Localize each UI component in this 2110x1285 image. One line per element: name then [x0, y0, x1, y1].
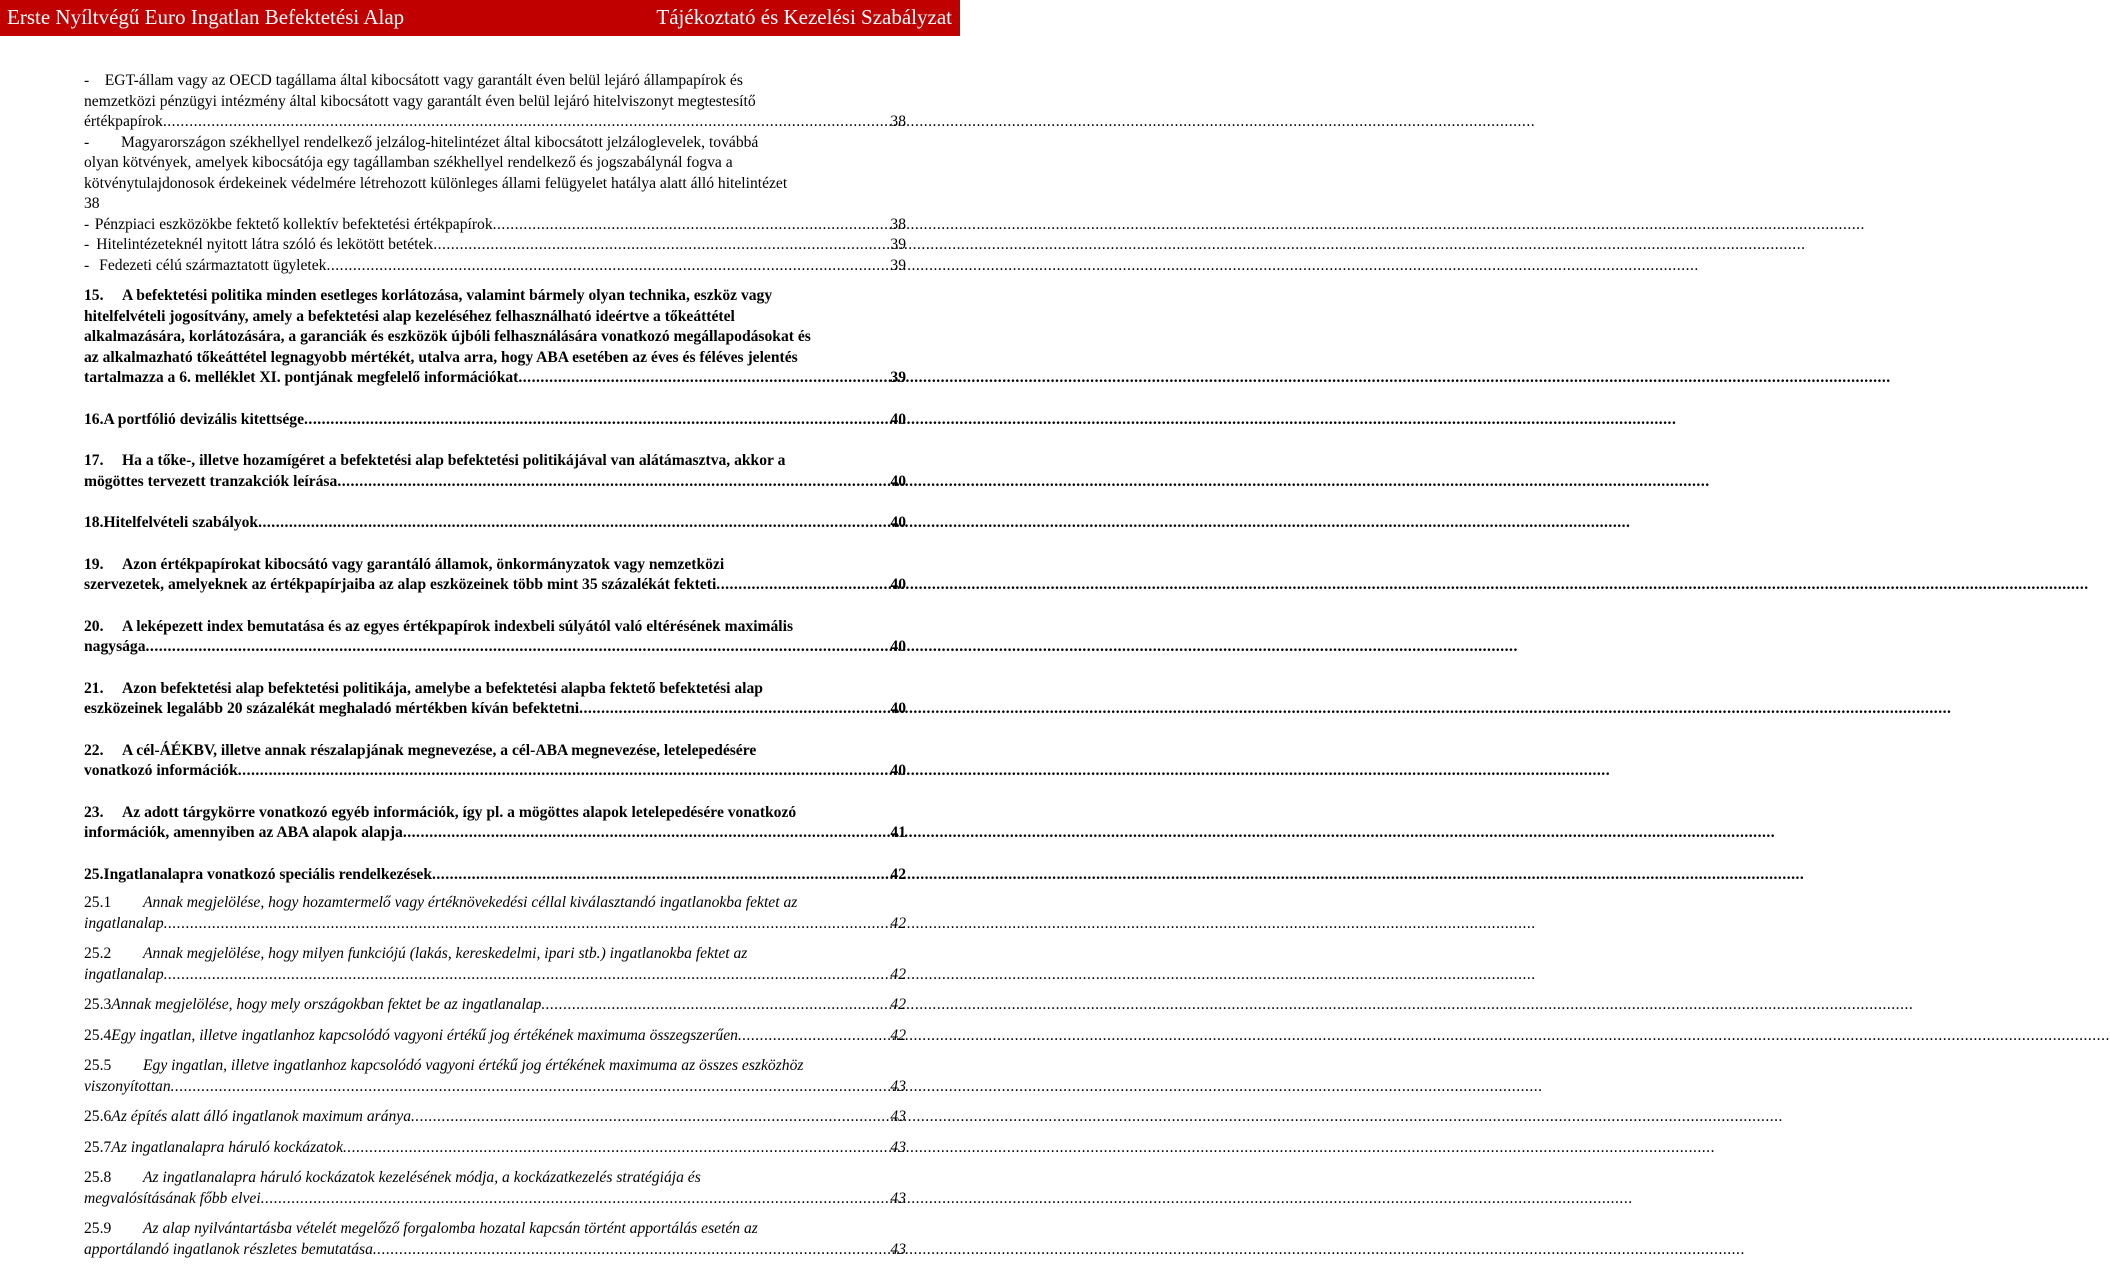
dot-leader: [337, 472, 889, 493]
dash-bullet: -: [84, 256, 90, 274]
toc-subsection-number: 25.5: [84, 1057, 112, 1074]
toc-page-number: 40: [890, 514, 906, 531]
toc-page-number: 40: [890, 410, 906, 428]
toc-section-title: szervezetek, amelyeknek az értékpapírjaiba az alap eszközeinek több mint 35 százalékát fekteti: [84, 576, 717, 593]
toc-line: [84, 1240, 906, 1261]
toc-section-title: Ingatlanalapra vonatkozó speciális rendelkezések: [103, 865, 432, 883]
toc-subsection-title: ingatlanalap: [84, 965, 164, 983]
toc-section-number: 15.: [84, 287, 104, 304]
spacer: [84, 492, 906, 513]
toc-line: [84, 327, 906, 348]
dash-bullet: -: [84, 215, 90, 233]
dot-leader: [326, 256, 889, 277]
toc-section-number: 20.: [84, 617, 104, 635]
toc-subsections: [84, 893, 906, 1260]
spacer: [84, 1046, 906, 1056]
toc-subsection-number: 25.8: [84, 1169, 112, 1186]
toc-section[interactable]: [84, 865, 906, 886]
toc-entry-title: - EGT-állam vagy az OECD tagállama által kibocsátott vagy garantált éven belül lejáró állampapírok és: [84, 72, 743, 89]
toc-subsection-title: ingatlanalap: [84, 914, 164, 932]
toc-subsection-title: Egy ingatlan, illetve ingatlanhoz kapcsolódó vagyoni értékű jog értékének maximuma az összes eszközhöz: [143, 1057, 804, 1074]
toc-page-number: 43: [890, 1138, 906, 1156]
spacer: [84, 534, 906, 555]
toc-subsection-title: apportálandó ingatlanok részletes bemutatása: [84, 1240, 373, 1258]
toc-section[interactable]: [84, 451, 906, 492]
toc-subsection-title: Az alap nyilvántartásba vételét megelőző forgalomba hozatal kapcsán történt apportálás esetén az: [143, 1220, 758, 1237]
toc-subsection[interactable]: [84, 944, 906, 985]
toc-line: [84, 575, 906, 596]
dot-leader: [433, 235, 889, 256]
dot-leader: [738, 1026, 889, 1047]
toc-subsection[interactable]: [84, 1219, 906, 1260]
toc-line: [84, 617, 906, 638]
toc-entry[interactable]: [84, 215, 906, 236]
toc-subsection-title: Annak megjelölése, hogy hozamtermelő vagy értéknövekedési céllal kiválasztandó ingatlanokba fektet az: [143, 894, 798, 911]
toc-section-title: A portfólió devizális kitettsége: [103, 410, 305, 428]
toc-line: [84, 1219, 906, 1240]
toc-line: [84, 1189, 906, 1210]
toc-section-title: az alkalmazható tőkeáttétel legnagyobb mértékét, utalva arra, hogy ABA esetében az éves és féléves jelentés: [84, 348, 798, 366]
toc-section-title: Azon befektetési alap befektetési politikája, amelybe a befektetési alapba fektető befektetési alap: [122, 679, 763, 697]
toc-line: [84, 215, 906, 236]
toc-section[interactable]: [84, 803, 906, 844]
toc-section-title: eszközeinek legalább 20 százalékát meghaladó mértékben kíván befektetni: [84, 700, 580, 717]
toc-page-number: 42: [890, 1026, 906, 1044]
toc-entry[interactable]: [84, 133, 906, 215]
toc-page-number: 39: [890, 369, 906, 386]
toc-section-number: 22.: [84, 741, 104, 759]
toc-page-number: 42: [890, 914, 906, 932]
toc-section-title: vonatkozó információk: [84, 762, 238, 779]
toc-section[interactable]: [84, 555, 906, 596]
header-document-title: Tájékoztató és Kezelési Szabályzat: [656, 5, 952, 29]
toc-subsection-title: Annak megjelölése, hogy mely országokban fektet be az ingatlanalap: [111, 996, 542, 1013]
toc-page-number: 40: [890, 576, 906, 593]
toc-page-number: 39: [890, 236, 906, 253]
toc-line: [84, 741, 906, 762]
toc-page-number: 40: [890, 700, 906, 717]
toc-line: [84, 944, 906, 965]
toc-subsection-number: 25.3: [84, 996, 112, 1013]
toc-section-title: Hitelfelvételi szabályok: [103, 514, 259, 531]
toc-line: [84, 1138, 906, 1159]
toc-subsection[interactable]: [84, 1138, 906, 1159]
toc-page-number: 38: [890, 113, 906, 130]
toc-page-number: 43: [890, 1108, 906, 1125]
toc-line: [84, 893, 906, 914]
toc-line: [84, 761, 906, 782]
toc-line: [84, 112, 906, 133]
toc-section-title: mögöttes tervezett tranzakciók leírása: [84, 472, 338, 490]
toc-section-title: Az adott tárgykörre vonatkozó egyéb információk, így pl. a mögöttes alapok letelepedésére vonatkozó: [122, 803, 797, 821]
toc-section-title: hitelfelvételi jogosítvány, amely a befektetési alap kezeléséhez felhasználható ideértve a tőkeáttétel: [84, 307, 735, 325]
dot-leader: [164, 965, 890, 986]
toc-entry-title: értékpapírok: [84, 113, 163, 130]
toc-page-number: 38: [890, 215, 906, 233]
toc-page-number: 43: [890, 1240, 906, 1258]
toc-subsection-title: megvalósításának főbb elvei: [84, 1189, 261, 1207]
toc-section-number: 17.: [84, 452, 104, 469]
toc-line: [84, 1107, 906, 1128]
toc-subsection-title: Annak megjelölése, hogy milyen funkciójú (lakás, kereskedelmi, ipari stb.) ingatlanokba fektet az: [143, 945, 748, 962]
toc-entry-title: Fedezeti célú származtatott ügyletek: [99, 256, 327, 274]
toc-line: [84, 472, 906, 493]
header-fund-name: Erste Nyíltvégű Euro Ingatlan Befektetési Alap: [7, 5, 405, 29]
toc-line: [84, 995, 906, 1016]
toc-page-number: 40: [890, 638, 906, 655]
dot-leader: [258, 513, 889, 534]
toc-line: [84, 235, 906, 256]
spacer: [84, 1097, 906, 1107]
dot-leader: [238, 761, 890, 782]
toc-line: [84, 1168, 906, 1189]
toc-line: [84, 256, 906, 277]
spacer: [84, 844, 906, 865]
toc-section[interactable]: [84, 286, 906, 389]
toc-line: [84, 1056, 906, 1077]
toc-section-number: 19.: [84, 555, 104, 573]
spacer: [84, 885, 906, 893]
dot-leader: [411, 1107, 889, 1128]
table-of-contents: [84, 71, 906, 1260]
toc-entry[interactable]: [84, 71, 906, 133]
spacer: [84, 1209, 906, 1219]
toc-page-number: 43: [890, 1077, 906, 1095]
toc-entry[interactable]: [84, 235, 906, 256]
dot-leader: [541, 995, 889, 1016]
dot-leader: [373, 1240, 890, 1261]
toc-section[interactable]: [84, 410, 906, 431]
toc-subsection-number: 25.7: [84, 1138, 112, 1156]
spacer: [84, 720, 906, 741]
dot-leader: [261, 1189, 890, 1210]
toc-line: [84, 451, 906, 472]
toc-section-title: A leképezett index bemutatása és az egyes értékpapírok indexbeli súlyától való eltérésének maximális: [122, 617, 794, 635]
spacer: [84, 934, 906, 944]
toc-entry-title: olyan kötvények, amelyek kibocsátója egy tagállamban székhellyel rendelkező és jogszabálynál fogva a: [84, 154, 733, 171]
toc-subsection-number: 25.4: [84, 1026, 112, 1044]
page-header: [0, 0, 960, 36]
dot-leader: [493, 215, 890, 236]
toc-subsection-title: Az építés alatt álló ingatlanok maximum aránya: [111, 1108, 412, 1125]
toc-line: [84, 1077, 906, 1098]
toc-section[interactable]: [84, 617, 906, 658]
toc-section-number: 25.: [84, 865, 104, 883]
toc-page-number: 41: [890, 824, 906, 841]
toc-section-number: 21.: [84, 679, 104, 697]
toc-page-number: 40: [890, 762, 906, 779]
toc-line: [84, 92, 906, 113]
toc-line: [84, 71, 906, 92]
spacer: [84, 389, 906, 410]
toc-entry-title: Magyarországon székhellyel rendelkező jelzálog-hitelintézet által kibocsátott jelzáloglevelek, továbbá: [121, 133, 759, 151]
toc-line: [84, 914, 906, 935]
spacer: [84, 596, 906, 617]
toc-section[interactable]: [84, 679, 906, 720]
toc-entry-title: kötvénytulajdonosok érdekeinek védelmére létrehozott különleges állami felügyelet hatálya alatt álló hitelintézet: [84, 174, 788, 192]
toc-page-number: 42: [890, 965, 906, 983]
toc-subsection[interactable]: [84, 1107, 906, 1128]
toc-line: [84, 174, 906, 195]
dot-leader: [716, 575, 889, 596]
toc-page-number: 43: [890, 1189, 906, 1207]
dot-leader: [171, 1077, 890, 1098]
toc-subsection-number: 25.6: [84, 1108, 112, 1125]
toc-line: [84, 803, 906, 824]
toc-section-title: A cél-ÁÉKBV, illetve annak részalapjának megnevezése, a cél-ABA megnevezése, letelepedésére: [122, 741, 757, 759]
toc-subsection[interactable]: [84, 995, 906, 1016]
toc-subsection[interactable]: [84, 1026, 906, 1047]
toc-section-title: tartalmazza a 6. melléklet XI. pontjának megfelelő információkat: [84, 369, 519, 386]
toc-section-number: 16.: [84, 410, 104, 428]
toc-subsection[interactable]: [84, 1168, 906, 1209]
toc-subsection[interactable]: [84, 893, 906, 934]
toc-subsection-number: 25.1: [84, 894, 112, 911]
toc-line: [84, 410, 906, 431]
spacer: [84, 276, 906, 286]
spacer: [84, 658, 906, 679]
toc-entry[interactable]: [84, 256, 906, 277]
toc-section[interactable]: [84, 513, 906, 534]
spacer: [84, 1016, 906, 1026]
toc-line: [84, 555, 906, 576]
toc-line: [84, 865, 906, 886]
toc-entry-title: 38: [84, 195, 100, 212]
spacer: [84, 782, 906, 803]
toc-line: [84, 133, 906, 154]
dash-bullet: -: [84, 236, 90, 253]
toc-section-number: 18.: [84, 514, 104, 531]
dash-bullet: -: [84, 133, 90, 151]
toc-line: [84, 637, 906, 658]
toc-subsection-number: 25.2: [84, 945, 112, 962]
dot-leader: [518, 368, 889, 389]
toc-line: [84, 823, 906, 844]
toc-section-title: információk, amennyiben az ABA alapok alapja: [84, 824, 403, 841]
toc-line: [84, 368, 906, 389]
toc-line: [84, 965, 906, 986]
toc-line: [84, 286, 906, 307]
spacer: [84, 1158, 906, 1168]
toc-line: [84, 699, 906, 720]
toc-section[interactable]: [84, 741, 906, 782]
toc-line: [84, 513, 906, 534]
toc-section-title: Azon értékpapírokat kibocsátó vagy garantáló államok, önkormányzatok vagy nemzetközi: [122, 555, 725, 573]
dot-leader: [164, 914, 890, 935]
toc-entry-title: nemzetközi pénzügyi intézmény által kibocsátott vagy garantált éven belül lejáró hitelviszonyt megtestesítő: [84, 92, 756, 110]
toc-section-title: alkalmazására, korlátozására, a garanciák és eszközök újbóli felhasználására vonatkozó megállapodásokat és: [84, 328, 811, 345]
toc-line: [84, 348, 906, 369]
toc-section-title: nagysága: [84, 638, 146, 655]
toc-line: [84, 153, 906, 174]
toc-page-number: 40: [890, 472, 906, 490]
toc-section-title: A befektetési politika minden esetleges korlátozása, valamint bármely olyan technika, eszköz vagy: [122, 287, 773, 304]
toc-subsection-title: Az ingatlanalapra háruló kockázatok kezelésének módja, a kockázatkezelés stratégiája és: [143, 1169, 701, 1186]
toc-page-number: 39: [890, 256, 906, 274]
spacer: [84, 1128, 906, 1138]
dot-leader: [579, 699, 889, 720]
dot-leader: [432, 865, 889, 886]
toc-subsection[interactable]: [84, 1056, 906, 1097]
spacer: [84, 430, 906, 451]
toc-page-number: 42: [890, 996, 906, 1013]
toc-subsection-title: viszonyítottan: [84, 1077, 171, 1095]
toc-line: [84, 679, 906, 700]
dot-leader: [304, 410, 889, 431]
toc-subsection-title: Egy ingatlan, illetve ingatlanhoz kapcsolódó vagyoni értékű jog értékének maximuma összegszerűen: [111, 1026, 738, 1044]
toc-line: [84, 307, 906, 328]
dot-leader: [163, 112, 890, 133]
toc-line: [84, 194, 906, 215]
toc-section-title: Ha a tőke-, illetve hozamígéret a befektetési alap befektetési politikájával van alátámasztva, akkor a: [122, 452, 786, 469]
toc-entry-title: Pénzpiaci eszközökbe fektető kollektív befektetési értékpapírok: [94, 215, 493, 233]
toc-section-number: 23.: [84, 803, 104, 821]
toc-line: [84, 1026, 906, 1047]
toc-subsection-title: Az ingatlanalapra háruló kockázatok: [111, 1138, 344, 1156]
spacer: [84, 985, 906, 995]
dot-leader: [146, 637, 890, 658]
toc-entry-title: Hitelintézeteknél nyitott látra szóló és lekötött betétek: [96, 236, 434, 253]
toc-subsection-number: 25.9: [84, 1220, 112, 1237]
dot-leader: [343, 1138, 889, 1159]
toc-page-number: 42: [890, 865, 906, 883]
dot-leader: [403, 823, 890, 844]
